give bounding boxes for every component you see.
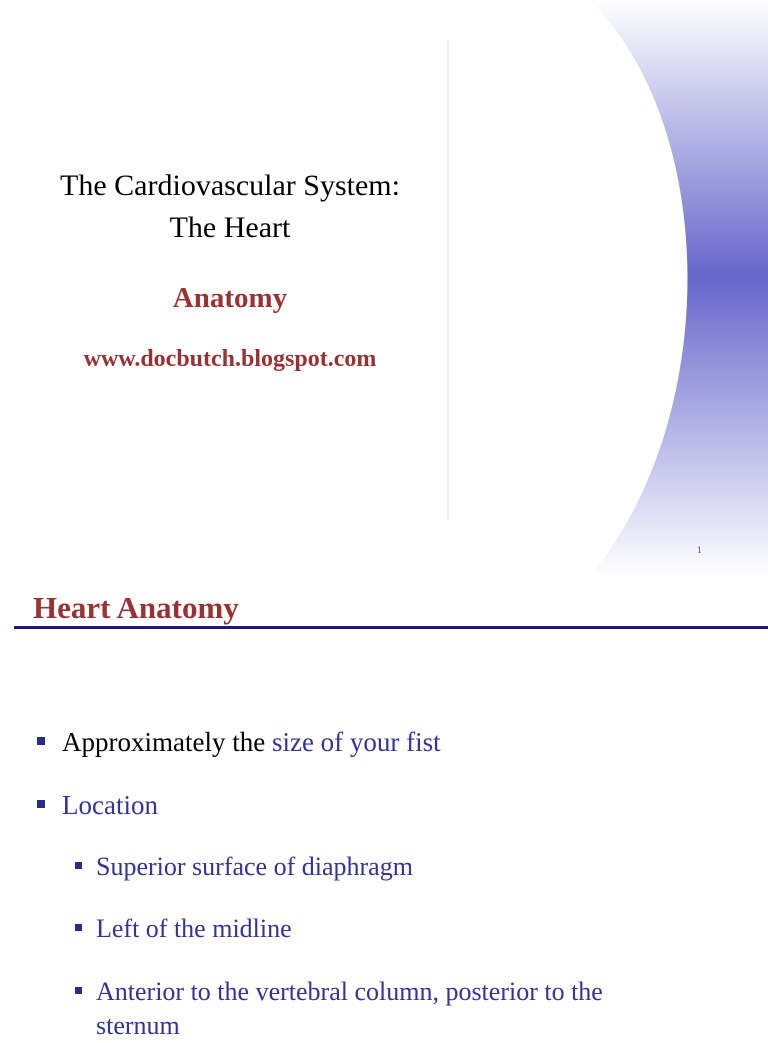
- slide-heading: Heart Anatomy: [33, 590, 239, 625]
- sub-bullet-text: Superior surface of diaphragm: [96, 852, 413, 881]
- bullet-highlight: size of your fist: [271, 727, 441, 757]
- square-bullet-icon: [75, 924, 82, 931]
- square-bullet-icon: [75, 987, 82, 994]
- square-bullet-icon: [37, 800, 45, 808]
- bullet-text: Approximately the: [62, 727, 272, 757]
- sub-bullet-item: [96, 850, 413, 884]
- square-bullet-icon: [75, 862, 82, 869]
- title-line-1: The Cardiovascular System:: [60, 169, 400, 202]
- sub-bullet-item: [96, 975, 603, 1009]
- sub-bullet-continuation: sternum: [96, 1011, 180, 1040]
- sub-bullet-item: [96, 912, 292, 946]
- content-slide: [0, 576, 768, 1040]
- bullet-text: Location: [62, 790, 158, 820]
- title-line-2: The Heart: [169, 211, 291, 244]
- heading-underline: [14, 626, 768, 629]
- subtitle-anatomy: Anatomy: [172, 282, 288, 314]
- bullet-item-size: [62, 725, 441, 759]
- website-url: www.docbutch.blogspot.com: [83, 346, 377, 372]
- sub-bullet-text: Left of the midline: [96, 914, 292, 943]
- square-bullet-icon: [37, 737, 45, 745]
- sub-bullet-text: Anterior to the vertebral column, posterior to the: [96, 977, 603, 1006]
- bullet-item-location: [62, 788, 158, 822]
- slide-page-number: 1: [697, 545, 702, 555]
